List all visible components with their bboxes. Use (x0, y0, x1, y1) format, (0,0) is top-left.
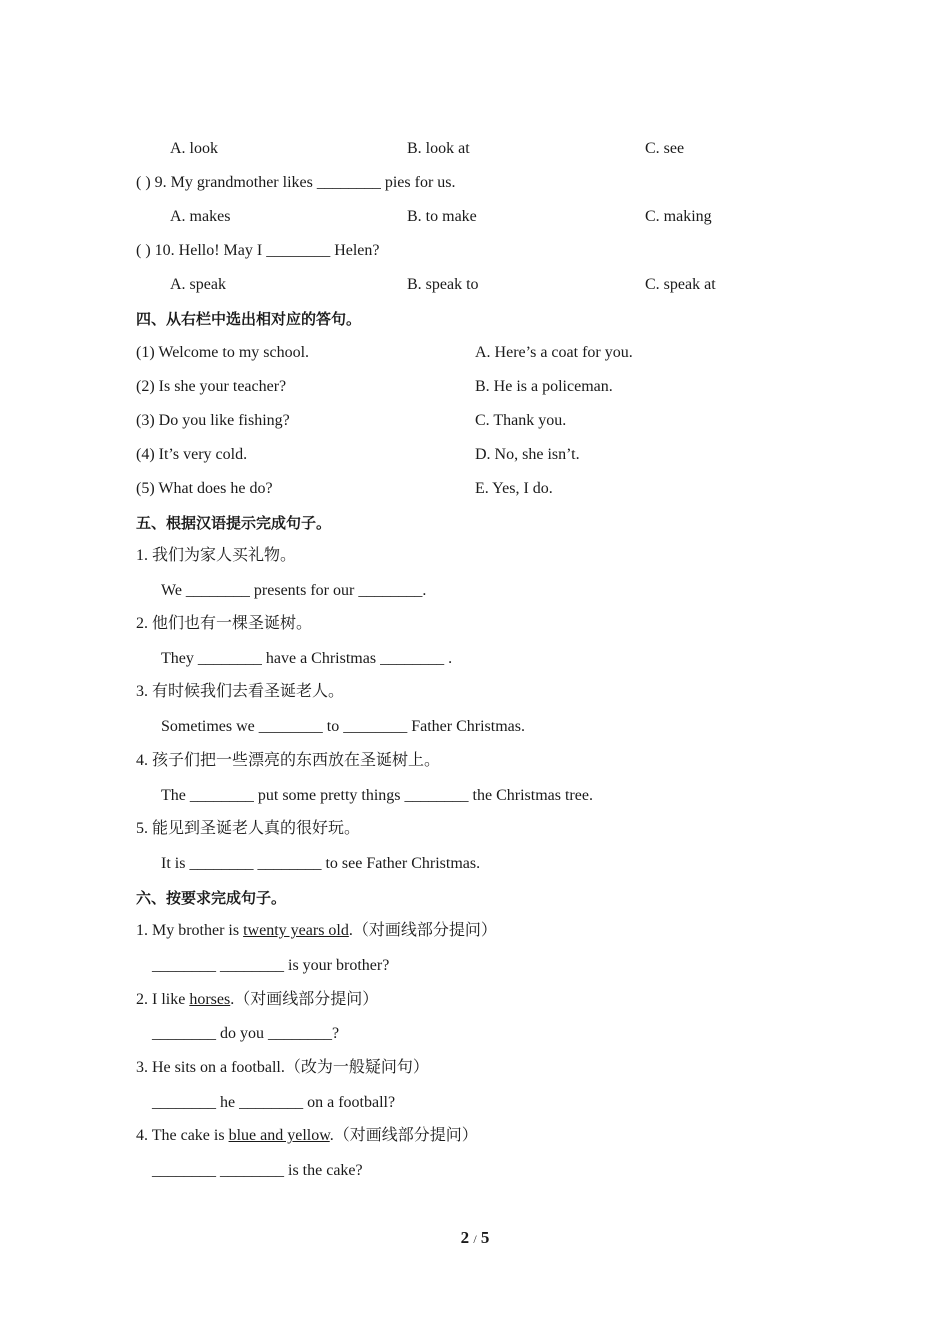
page-number (0, 1227, 950, 1250)
translate-prompt-4: 4. 孩子们把一些漂亮的东西放在圣诞树上。 (136, 752, 441, 769)
translate-answer-3: Sometimes we ________ to ________ Father Christmas. (161, 718, 525, 735)
match-right-e: E. Yes, I do. (475, 480, 553, 497)
match-left-2: (2) Is she your teacher? (136, 378, 287, 395)
question-10: ( ) 10. Hello! May I ________ Helen? (136, 242, 380, 259)
total-pages: 5 (480, 1228, 490, 1247)
current-page: 2 (460, 1228, 470, 1247)
q9-option-b: B. to make (407, 208, 477, 225)
section-4-title: 四、从右栏中选出相对应的答句。 (136, 310, 362, 328)
translate-answer-5: It is ________ ________ to see Father Christmas. (161, 855, 481, 872)
q10-option-b: B. speak to (407, 276, 479, 293)
match-left-4: (4) It’s very cold. (136, 446, 248, 463)
underlined-phrase: twenty years old (243, 922, 349, 939)
rewrite-answer-1: ________ ________ is your brother? (152, 957, 390, 974)
rewrite-prompt-2 (136, 989, 378, 1011)
rewrite-instruction: .（对画线部分提问） (348, 922, 497, 939)
page-separator: / (473, 1232, 477, 1246)
rewrite-instruction: .（对画线部分提问） (329, 1127, 478, 1144)
rewrite-prompt-text: 4. The cake is (136, 1127, 229, 1144)
translate-prompt-3: 3. 有时候我们去看圣诞老人。 (136, 683, 345, 700)
rewrite-prompt-text: 1. My brother is (136, 922, 244, 939)
match-right-c: C. Thank you. (475, 412, 567, 429)
match-right-d: D. No, she isn’t. (475, 446, 580, 463)
translate-answer-4: The ________ put some pretty things ________ the Christmas tree. (161, 787, 593, 804)
q10-option-c: C. speak at (645, 276, 716, 293)
q10-option-a: A. speak (170, 276, 226, 293)
translate-answer-1: We ________ presents for our ________. (161, 582, 427, 599)
rewrite-prompt-1 (136, 920, 497, 942)
q8-option-b: B. look at (407, 140, 470, 157)
rewrite-answer-4: ________ ________ is the cake? (152, 1162, 363, 1179)
rewrite-prompt-text: 2. I like (136, 991, 190, 1008)
underlined-phrase: horses (189, 991, 231, 1008)
rewrite-prompt-3 (136, 1057, 429, 1079)
match-left-1: (1) Welcome to my school. (136, 344, 310, 361)
rewrite-answer-3: ________ he ________ on a football? (152, 1094, 396, 1111)
rewrite-prompt-4 (136, 1125, 478, 1147)
q8-option-a: A. look (170, 140, 218, 157)
rewrite-answer-2: ________ do you ________? (152, 1025, 340, 1042)
rewrite-instruction: .（对画线部分提问） (230, 991, 379, 1008)
translate-answer-2: They ________ have a Christmas ________ . (161, 650, 453, 667)
rewrite-prompt-text: 3. He sits on a football.（改为一般疑问句） (136, 1059, 429, 1076)
underlined-phrase: blue and yellow (228, 1127, 330, 1144)
match-right-b: B. He is a policeman. (475, 378, 613, 395)
match-left-5: (5) What does he do? (136, 480, 273, 497)
match-right-a: A. Here’s a coat for you. (475, 344, 633, 361)
section-5-title: 五、根据汉语提示完成句子。 (136, 514, 332, 532)
q9-option-c: C. making (645, 208, 712, 225)
match-left-3: (3) Do you like fishing? (136, 412, 290, 429)
translate-prompt-5: 5. 能见到圣诞老人真的很好玩。 (136, 820, 361, 837)
translate-prompt-1: 1. 我们为家人买礼物。 (136, 547, 297, 564)
q8-option-c: C. see (645, 140, 685, 157)
section-6-title: 六、按要求完成句子。 (136, 889, 287, 907)
q9-option-a: A. makes (170, 208, 231, 225)
translate-prompt-2: 2. 他们也有一棵圣诞树。 (136, 615, 313, 632)
question-9: ( ) 9. My grandmother likes ________ pies for us. (136, 174, 456, 191)
